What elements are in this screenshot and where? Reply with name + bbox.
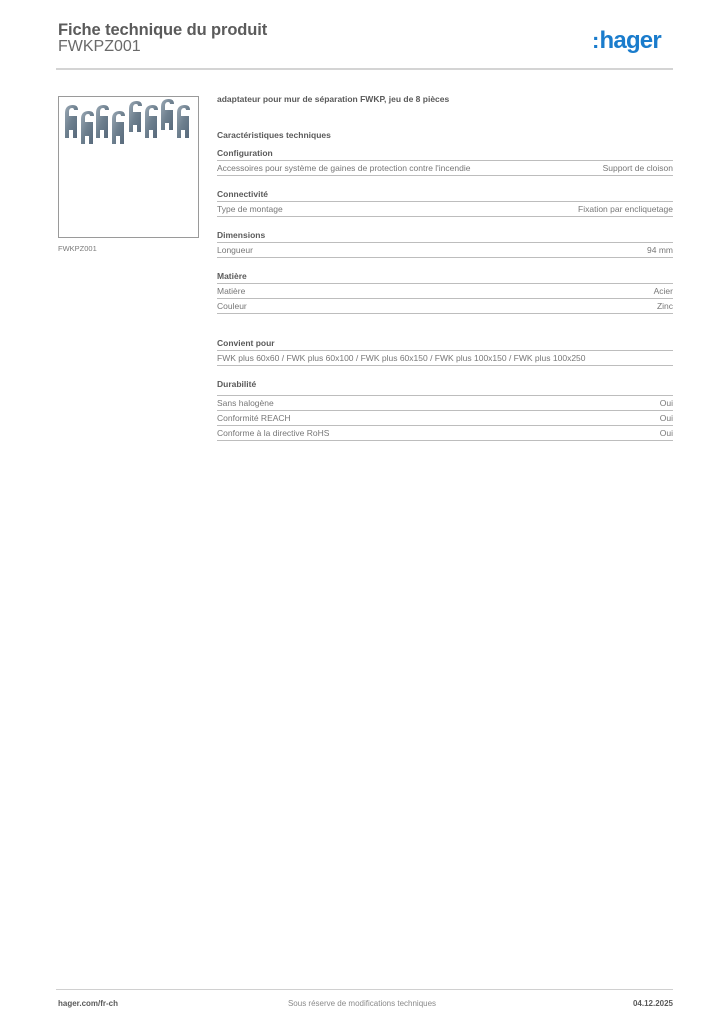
logo-colon: : — [592, 28, 599, 53]
spec-group-configuration — [217, 148, 673, 176]
header-divider — [56, 68, 673, 70]
spec-value: Oui — [659, 413, 673, 423]
spec-row — [217, 411, 673, 426]
spec-value: Oui — [659, 428, 673, 438]
spec-value: Fixation par encliquetage — [578, 204, 673, 214]
product-photo-icon — [59, 97, 198, 237]
spec-label: Longueur — [217, 245, 253, 255]
spec-group-dimensions — [217, 230, 673, 258]
spec-row — [217, 426, 673, 441]
spec-row — [217, 161, 673, 176]
logo-text: hager — [599, 27, 661, 54]
spec-label: Couleur — [217, 301, 247, 311]
footer-disclaimer: Sous réserve de modifications techniques — [287, 999, 437, 1008]
spec-label: Conforme à la directive RoHS — [217, 428, 330, 438]
hager-logo — [592, 27, 661, 55]
product-code: FWKPZ001 — [58, 38, 141, 55]
spec-row — [217, 396, 673, 411]
spec-label: Sans halogène — [217, 398, 274, 408]
spec-content — [217, 94, 673, 441]
product-description: adaptateur pour mur de séparation FWKP, jeu de 8 pièces — [217, 94, 450, 104]
group-title: Matière — [217, 271, 673, 284]
spec-row — [217, 202, 673, 217]
spec-label: FWK plus 60x60 / FWK plus 60x100 / FWK plus 60x150 / FWK plus 100x150 / FWK plus 100x250 — [217, 353, 586, 363]
spec-row — [217, 351, 673, 366]
spec-value: Acier — [653, 286, 673, 296]
image-caption: FWKPZ001 — [58, 244, 97, 253]
spec-label: Accessoires pour système de gaines de protection contre l'incendie — [217, 163, 471, 173]
spec-group-durabilite — [217, 379, 673, 441]
spec-value: Support de cloison — [602, 163, 673, 173]
footer-website-link[interactable]: hager.com/fr-ch — [58, 999, 119, 1008]
spec-group-matiere — [217, 271, 673, 314]
spec-value: Oui — [659, 398, 673, 408]
spec-row — [217, 284, 673, 299]
spec-label: Matière — [217, 286, 246, 296]
group-title: Durabilité — [217, 379, 673, 396]
spec-value: Zinc — [656, 301, 673, 311]
product-image — [58, 96, 199, 238]
specs-section-title: Caractéristiques techniques — [217, 130, 331, 140]
group-title: Convient pour — [217, 338, 673, 351]
spec-label: Type de montage — [217, 204, 283, 214]
footer-date: 04.12.2025 — [632, 999, 673, 1008]
group-title: Configuration — [217, 148, 673, 161]
spec-row — [217, 243, 673, 258]
spec-group-connectivite — [217, 189, 673, 217]
group-title: Dimensions — [217, 230, 673, 243]
spec-label: Conformité REACH — [217, 413, 291, 423]
spec-row — [217, 299, 673, 314]
footer-divider — [56, 989, 673, 990]
group-title: Connectivité — [217, 189, 673, 202]
document-title: Fiche technique du produit — [58, 21, 268, 39]
spec-value: 94 mm — [647, 245, 673, 255]
spec-group-convient-pour — [217, 338, 673, 366]
